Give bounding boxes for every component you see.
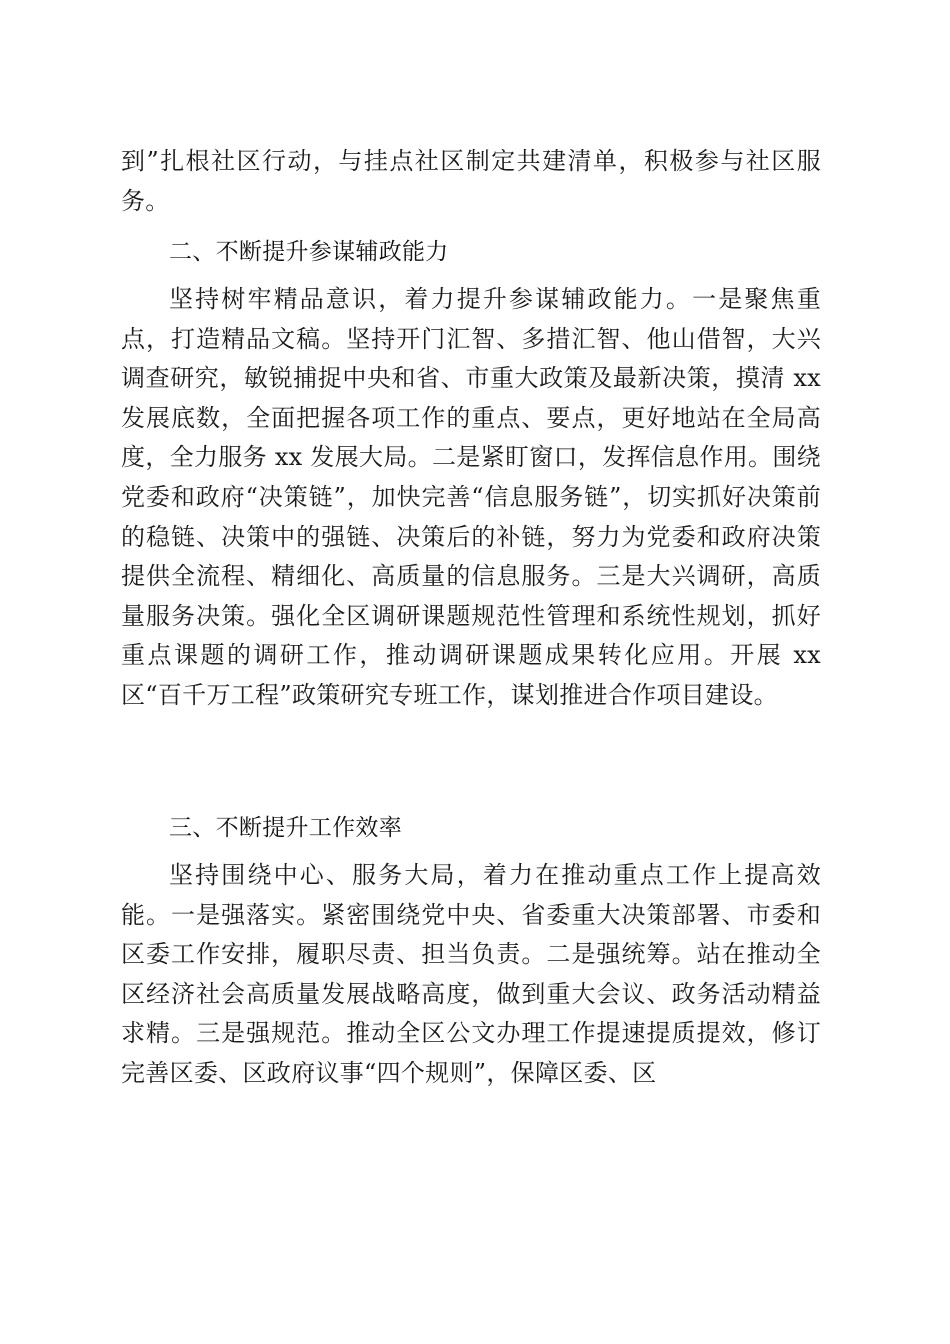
section-3-heading: 三、不断提升工作效率	[169, 815, 402, 841]
section-3-body: 坚持围绕中心、服务大局，着力在推动重点工作上提高效能。一是强落实。紧密围绕党中央、省委重大决策部署、市委和区委工作安排，履职尽责、担当负责。二是强统筹。站在推动全区经济社会高质量发展战略高度，做到重大会议、政务活动精益求精。三是强规范。推动全区公文办理工作提速提质提效，修订完善区委、区政府议事“四个规则”，保障区委、区	[121, 861, 821, 1087]
continued-paragraph: 到”扎根社区行动，与挂点社区制定共建清单，积极参与社区服务。	[121, 147, 821, 215]
section-2-body: 坚持树牢精品意识，着力提升参谋辅政能力。一是聚焦重点，打造精品文稿。坚持开门汇智、多措汇智、他山借智，大兴调查研究，敏锐捕捉中央和省、市重大政策及最新决策，摸清 xx 发展底数，全面把握各项工作的重点、要点，更好地站在全局高度，全力服务 xx 发展大局。二是紧盯窗口，发挥信息作用。围绕党委和政府“决策链”，加快完善“信息服务链”，切实抓好决策前的稳链、决策中的强链、决策后的补链，努力为党委和政府决策提供全流程、精细化、高质量的信息服务。三是大兴调研，高质量服务决策。强化全区调研课题规范性管理和系统性规划，抓好重点课题的调研工作，推动调研课题成果转化应用。开展 xx 区“百千万工程”政策研究专班工作，谋划推进合作项目建设。	[121, 285, 821, 709]
section-2-heading: 二、不断提升参谋辅政能力	[169, 239, 449, 265]
